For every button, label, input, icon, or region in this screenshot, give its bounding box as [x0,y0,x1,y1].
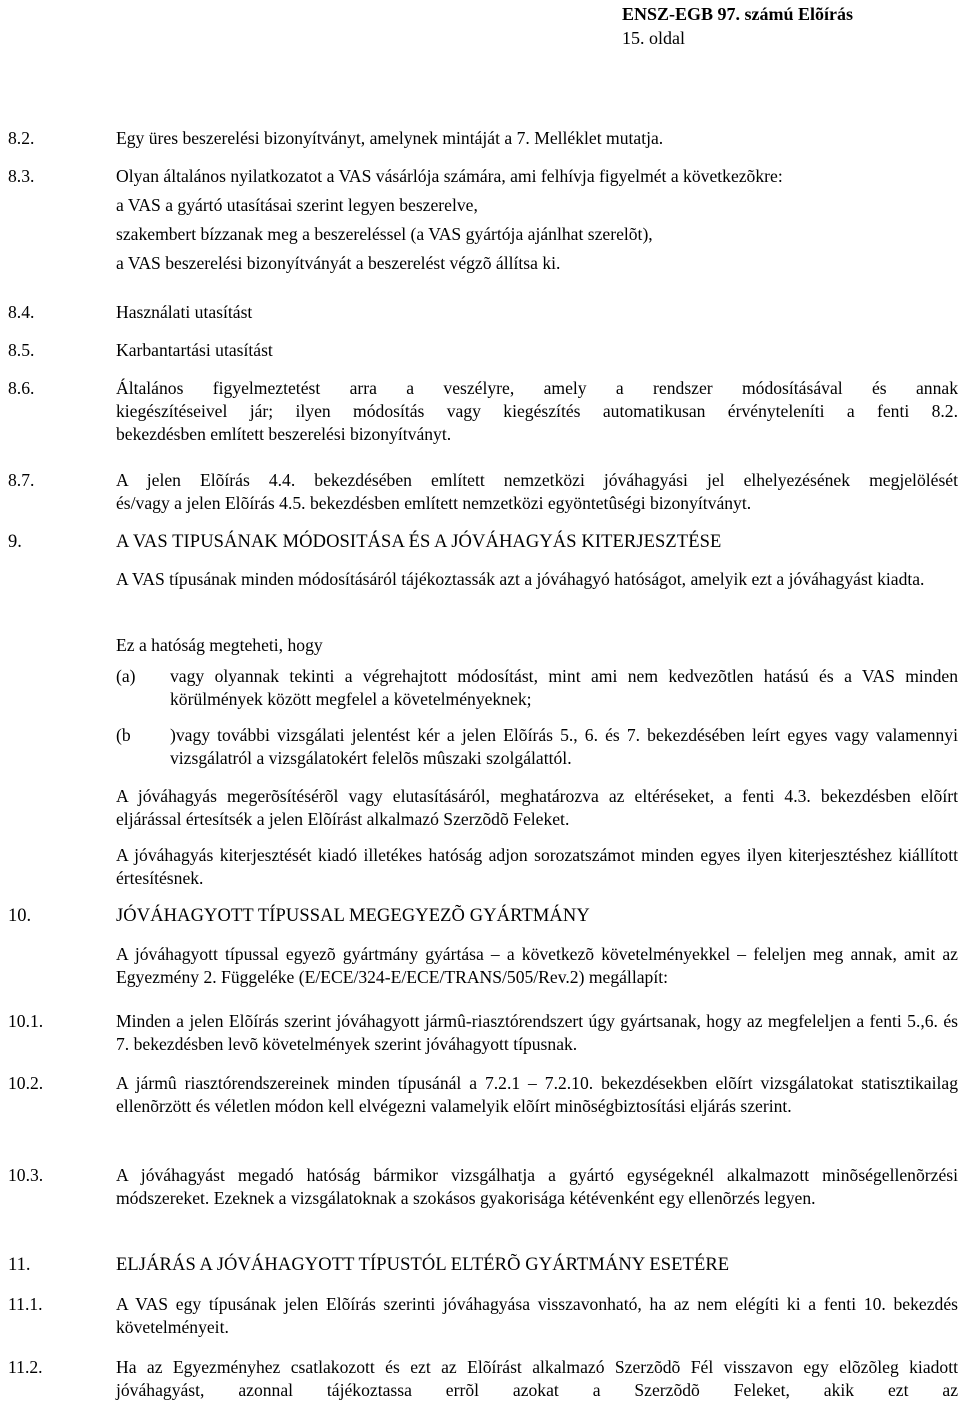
list-item: szakembert bízzanak meg a beszereléssel (a VAS gyártója ajánlhat szerelõt), [116,224,653,244]
paragraph: Ez a hatóság megteheti, hogy [116,635,323,655]
paragraph: A VAS típusának minden módosításáról tájékoztassák azt a jóváhagyó hatóságot, amelyik ezt a jóváhagyást kiadta. [116,569,925,589]
page-number: 15. oldal [622,28,685,48]
section-number: 10.3. [8,1165,44,1185]
section-number: 8.5. [8,340,35,360]
list-item: a VAS a gyártó utasításai szerint legyen beszerelve, [116,195,478,215]
list-item: a VAS beszerelési bizonyítványát a beszerelést végzõ állítsa ki. [116,253,561,273]
section-10-body [8,943,958,1003]
section-10-2 [8,1072,958,1118]
section-number: 11. [8,1255,31,1275]
section-text: Minden a jelen Elõírás szerint jóváhagyott jármû-riasztórendszert úgy gyártsanak, hogy az megfeleljen a fenti 5.,6. és 7. bekezdésben levõ követelmények szerint jóváhagyott típusnak. [116,1011,958,1054]
section-text: A jármû riasztórendszereinek minden típusánál a 7.2.1 – 7.2.10. bekezdésekben elõírt vizsgálatokat statisztikailag ellenõrzött és véletlen módon kell elvégezni valamelyik elõírt minõségbiztosítási eljárás szerint. [116,1073,958,1116]
section-10-3 [8,1164,958,1210]
section-8-2 [8,127,958,150]
section-number: 8.6. [8,378,35,398]
paragraph: A jóváhagyott típussal egyezõ gyártmány gyártása – a következõ követelményekkel – feleljen meg annak, amit az Egyezmény 2. Függeléke (E/ECE/324-E/ECE/TRANS/505/Rev.2) megállapít: [116,944,958,987]
section-text: A VAS egy típusának jelen Elõírás szerinti jóváhagyása visszavonható, ha az nem elégíti ki a fenti 10. bekezdés követelményeit. [116,1294,958,1337]
section-11-heading [8,1254,958,1277]
section-text-line: bekezdésben említett beszerelési bizonyítványt. [116,424,452,444]
list-text: vagy olyannak tekinti a végrehajtott módosítást, mint ami nem kedvezõtlen hatású és a VAS minden körülmények között megfelel a követelményeknek; [170,666,958,709]
section-number: 10.1. [8,1011,44,1031]
section-number: 11.1. [8,1294,43,1314]
section-text: Ha az Egyezményhez csatlakozott és ezt az Elõírást alkalmazó Szerzõdõ Fél visszavon egy elõzõleg kiadott jóváhagyást, azonnal tájékoztassa errõl azokat a Szerzõdõ Feleket, akik ezt az [116,1357,958,1400]
section-title: JÓVÁHAGYOTT TÍPUSSAL MEGEGYEZÕ GYÁRTMÁNY [116,906,590,926]
section-number: 9. [8,532,22,552]
section-text: A jóváhagyást megadó hatóság bármikor vizsgálhatja a gyártó egységeknél alkalmazott minõségellenõrzési módszereket. Ezeknek a vizsgálatoknak a szokásos gyakorisága kétévenként egy ellenõrzés legyen. [116,1165,958,1208]
list-text: )vagy további vizsgálati jelentést kér a jelen Elõírás 5., 6. és 7. bekezdésében leírt egyes vagy valamennyi vizsgálatról a vizsgálatokért felelõs mûszaki szolgálattól. [170,725,958,768]
paragraph: A jóváhagyás kiterjesztését kiadó illetékes hatóság adjon sorozatszámot minden egyes ilyen kiterjesztéshez kiállított értesítésnek. [116,845,958,888]
section-11-1 [8,1293,958,1339]
list-label: (b [116,725,131,745]
section-8-7 [8,469,958,515]
list-item-a [116,665,958,711]
section-text-line: A jelen Elõírás 4.4. bekezdésében említett nemzetközi jóváhagyási jel elhelyezésének megjelölését [116,470,958,490]
section-number: 10.2. [8,1073,44,1093]
section-title: ELJÁRÁS A JÓVÁHAGYOTT TÍPUSTÓL ELTÉRÕ GYÁRTMÁNY ESETÉRE [116,1255,730,1275]
section-text-line: Általános figyelmeztetést arra a veszélyre, amely a rendszer módosításával és annak [116,378,958,398]
section-text: Egy üres beszerelési bizonyítványt, amelynek mintáját a 7. Melléklet mutatja. [116,128,664,148]
section-text-line: és/vagy a jelen Elõírás 4.5. bekezdésben említett nemzetközi egyöntetûségi bizonyítványt. [116,493,752,513]
document-title: ENSZ-EGB 97. számú Elõírás [622,4,854,24]
section-10-heading [8,905,958,928]
section-text: Olyan általános nyilatkozatot a VAS vásárlója számára, ami felhívja figyelmét a következõkre: [116,166,783,186]
section-11-2 [8,1356,958,1402]
section-8-5 [8,339,958,362]
section-9-heading [8,531,958,554]
section-number: 8.3. [8,166,35,186]
section-8-4 [8,301,958,324]
list-label: (a) [116,666,136,686]
section-number: 8.4. [8,302,35,322]
section-8-3 [8,165,958,275]
section-text: Használati utasítást [116,302,253,322]
list-item-b [116,724,958,770]
section-number: 11.2. [8,1357,43,1377]
section-text: Karbantartási utasítást [116,340,273,360]
section-8-6 [8,377,958,446]
section-number: 8.7. [8,470,35,490]
section-number: 10. [8,906,32,926]
paragraph: A jóváhagyás megerõsítésérõl vagy elutasításáról, meghatározva az eltéréseket, a fenti 4.3. bekezdésben elõírt eljárással értesítsék a jelen Elõírást alkalmazó Szerzõdõ Feleket. [116,786,958,829]
section-title: A VAS TIPUSÁNAK MÓDOSITÁSA ÉS A JÓVÁHAGYÁS KITERJESZTÉSE [116,532,722,552]
section-number: 8.2. [8,128,35,148]
section-text-line: kiegészítéseivel jár; ilyen módosítás vagy kiegészítés automatikusan érvényteleníti a fenti 8.2. [116,401,958,421]
section-10-1 [8,1010,958,1056]
